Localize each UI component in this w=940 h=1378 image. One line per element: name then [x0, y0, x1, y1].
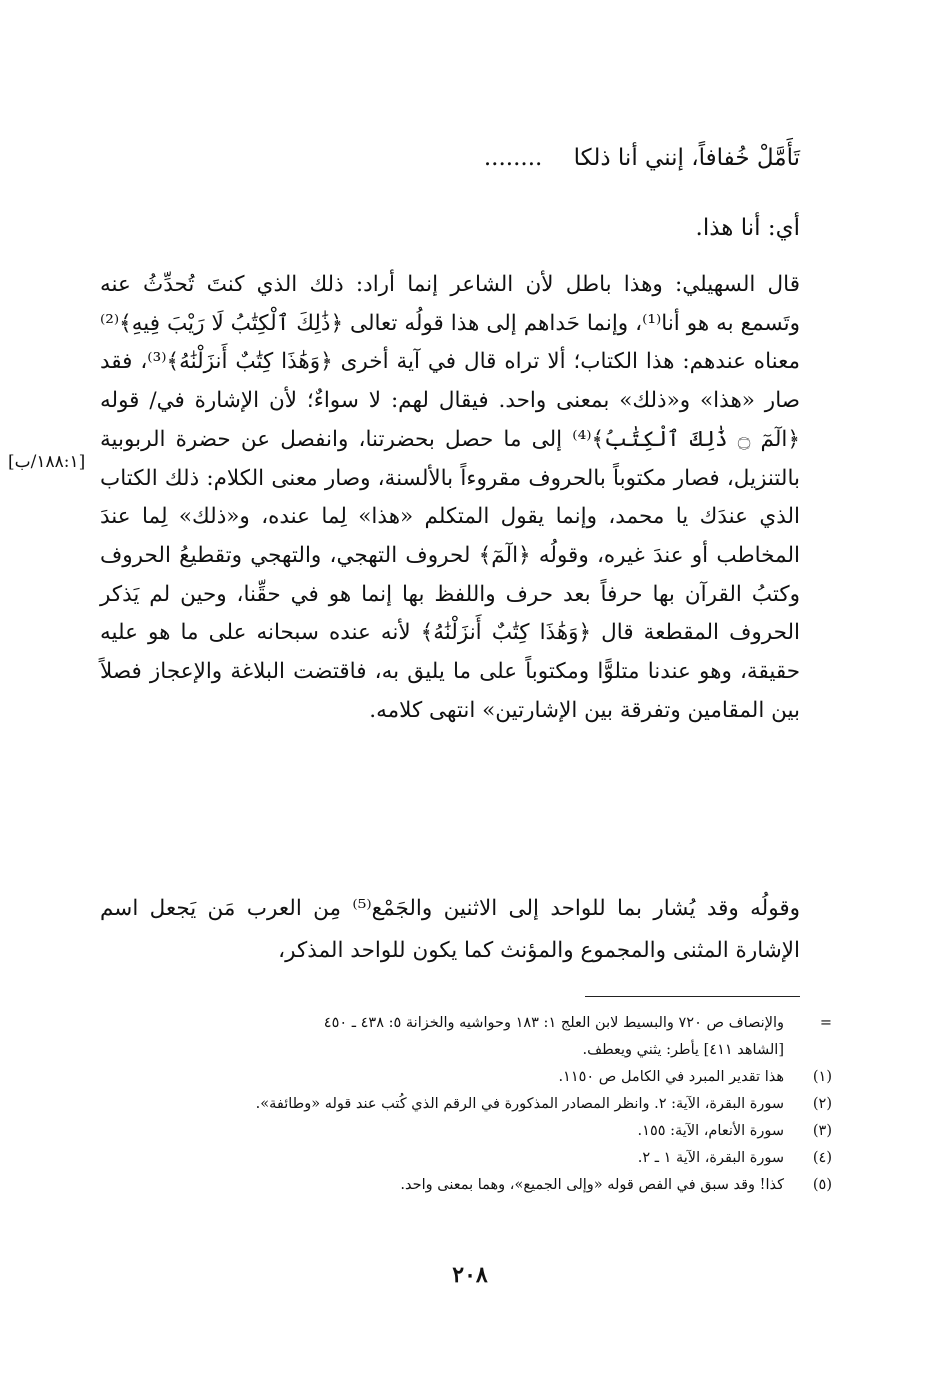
footnote-text: هذا تقدير المبرد في الكامل ص ١١٥٠.: [558, 1069, 784, 1085]
footnote-continuation-text-2: [الشاهد ٤١١] يأطر: يثني ويعطف.: [582, 1042, 784, 1058]
main-paragraph: قال السهيلي: وهذا باطل لأن الشاعر إنما أراد: ذلك الذي كنتَ تُحدِّثُ عنه وتَسمع به هو أنا⁽¹⁾، وإنما حَداهم إلى هذا قولُه تعالى ﴿ذَٰلِكَ ٱلْكِتَٰبُ لَا رَيْبَ فِيهِ﴾⁽²⁾ معناه عندهم: هذا الكتاب؛ ألا تراه قال في آية أخرى ﴿وَهَٰذَا كِتَٰبٌ أَنزَلْنَٰهُ﴾⁽³⁾، فقد صار «هذا» و«ذلك» بمعنى واحد. فيقال لهم: لا سواءٌ؛ لأن الإشارة في/ قوله ﴿الٓمٓ ۝ ذَٰلِكَ ٱلْكِتَٰبُ﴾⁽⁴⁾ إلى ما حصل بحضرتنا، وانفصل عن حضرة الربوبية بالتنزيل، فصار مكتوباً بالحروف مقروءاً بالألسنة، وصار معنى الكلام: ذلك الكتاب الذي عندَك يا محمد، وإنما يقول المتكلم «هذا» لِما عنده، و«ذلك» لِما عندَ المخاطب أو عندَ غيره، وقولُه ﴿الٓمٓ﴾ لحروف التهجي، والتهجي وتقطيعُ الحروف وكتبُ القرآن بها حرفاً بعد حرف واللفظ بها إنما هو في حقِّنا، وحين لم يَذكر الحروف المقطعة قال ﴿وَهَٰذَا كِتَٰبٌ أَنزَلْنَٰهُ﴾ لأنه عنده سبحانه على ما هو عليه حقيقة، وهو عندنا متلوًّا ومكتوباً على ما يليق به، فاقتضت البلاغة والإعجاز فصلاً بين المقامين وتفرقة بين الإشارتين» انتهى كلامه.: [100, 272, 800, 723]
verse-text: تَأَمَّلْ خُفافاً، إنني أنا ذلكا: [573, 145, 800, 171]
footnote-number: (٢): [812, 1096, 832, 1112]
page-number: ٢٠٨: [452, 1262, 488, 1288]
footnote-3: [108, 1118, 832, 1145]
poetry-verse: [240, 140, 800, 176]
footnote-number: (٤): [812, 1150, 832, 1166]
footnote-number: (٥): [812, 1177, 832, 1193]
footnote-1: [108, 1064, 832, 1091]
footnote-continuation-text: والإنصاف ص ٧٢٠ والبسيط لابن العلج ١: ١٨٣ وحواشيه والخزانة ٥: ٤٣٨ ـ ٤٥٠: [323, 1015, 784, 1031]
footnote-text: كذا! وقد سبق في الفص قوله «وإلى الجميع»، وهما بمعنى واحد.: [400, 1177, 784, 1193]
footnote-number: (٣): [812, 1123, 832, 1139]
footnote-5: [108, 1172, 832, 1199]
explanation-line: أي: أنا هذا.: [695, 215, 800, 241]
footnote-number: (١): [812, 1069, 832, 1085]
margin-manuscript-reference: [١٨٨:١/ب]: [8, 452, 86, 472]
footnote-text: سورة البقرة، الآية ١ ـ ٢.: [637, 1150, 784, 1166]
footnote-text: سورة الأنعام، الآية: ١٥٥.: [637, 1123, 784, 1139]
footnote-continuation: [108, 1010, 832, 1037]
footnote-divider: [585, 996, 800, 997]
continuation-mark: =: [819, 1015, 832, 1031]
footnotes: [108, 1010, 832, 1199]
footnote-continuation-line-2: [108, 1037, 832, 1064]
verse-ellipsis: ........: [483, 145, 543, 171]
footnote-text: سورة البقرة، الآية: ٢. وانظر المصادر المذكورة في الرقم الذي كُتب عند قوله «وطائفة».: [255, 1096, 784, 1112]
closing-paragraph: وقولُه وقد يُشار بما للواحد إلى الاثنين والجَمْع⁽⁵⁾ مِن العرب مَن يَجعل اسم الإشارة المثنى والمجموع والمؤنث كما يكون للواحد المذكر،: [100, 896, 800, 963]
footnote-2: [108, 1091, 832, 1118]
footnote-4: [108, 1145, 832, 1172]
